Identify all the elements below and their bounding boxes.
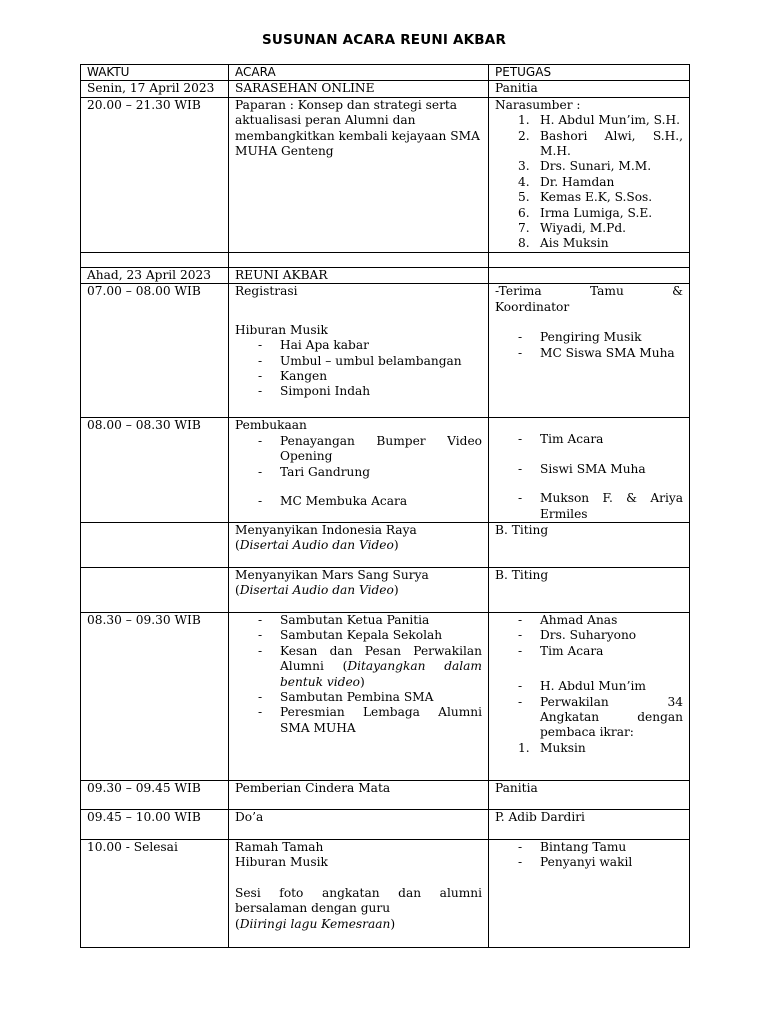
r6-officer: Panitia	[489, 780, 690, 809]
r4-activity-cell: Menyanyikan Mars Sang Surya (Disertai Audio dan Video)	[229, 567, 489, 612]
table-row	[81, 522, 690, 567]
list-item: - Kangen	[235, 369, 482, 384]
photo-session: Sesi foto angkatan dan alumni bersalaman dengan guru	[235, 885, 482, 916]
list-item: - MC Siswa SMA Muha	[495, 346, 683, 361]
list-item: - Tim Acara	[495, 432, 683, 447]
list-item: - Penayangan Bumper Video Opening	[235, 434, 482, 465]
officer-list	[495, 840, 683, 871]
r8-officer-cell	[489, 839, 690, 947]
list-item: 1. H. Abdul Mun’im, S.H.	[518, 113, 680, 128]
speakers-list	[495, 113, 683, 252]
r1-activity-cell	[229, 284, 489, 418]
list-item: 8. Ais Muksin	[518, 236, 609, 251]
list-item: - Sambutan Ketua Panitia	[235, 613, 482, 628]
r5-officer-cell	[489, 612, 690, 780]
list-item: - Drs. Suharyono	[495, 628, 683, 643]
table-row	[81, 284, 690, 418]
table-row	[81, 612, 690, 780]
list-item: - Pengiring Musik	[495, 330, 683, 345]
r8-time: 10.00 - Selesai	[81, 839, 229, 947]
list-item: - H. Abdul Mun’im	[495, 679, 683, 694]
table-header-row	[81, 65, 690, 81]
r7-activity: Do’a	[229, 809, 489, 839]
speech-list	[235, 613, 482, 736]
list-item: - Tim Acara	[495, 644, 683, 659]
r8-activity-cell: Ramah Tamah Hiburan Musik Sesi foto angkatan dan alumni bersalaman dengan guru (Diiringi lagu Kemesraan)	[229, 839, 489, 947]
r1-officer-cell: -Terima Tamu & Koordinator - Pengiring Musik - MC Siswa SMA Muha	[489, 284, 690, 418]
r6-time: 09.30 – 09.45 WIB	[81, 780, 229, 809]
reader-list	[495, 741, 683, 756]
day1-activity: Paparan : Konsep dan strategi serta aktualisasi peran Alumni dan membangkitkan kembali kejayaan SMA MUHA Genteng	[229, 97, 489, 252]
list-item: 7. Wiyadi, M.Pd.	[518, 221, 627, 236]
list-item: - Kesan dan Pesan Perwakilan Alumni (Ditayangkan dalam bentuk video)	[235, 644, 482, 690]
opening-label: Pembukaan	[235, 418, 307, 433]
list-item: 6. Irma Lumiga, S.E.	[518, 205, 653, 220]
day1-heading-row	[81, 81, 690, 97]
list-item: 3. Drs. Sunari, M.M.	[518, 159, 652, 174]
r4-officer: B. Titing	[489, 567, 690, 612]
day1-date: Senin, 17 April 2023	[81, 81, 229, 97]
officer-list	[495, 613, 683, 741]
officer-list	[495, 432, 683, 522]
day1-speakers-cell	[489, 97, 690, 252]
list-item: - Siswi SMA Muha	[495, 462, 683, 477]
song-list	[235, 338, 482, 400]
list-item: 1. Muksin	[518, 740, 586, 755]
list-item: - Bintang Tamu	[495, 840, 683, 855]
day2-heading-row	[81, 267, 690, 283]
list-item: 2. Bashori Alwi, S.H., M.H.	[518, 128, 683, 159]
day2-date: Ahad, 23 April 2023	[81, 267, 229, 283]
list-item: - Tari Gandrung	[235, 465, 482, 480]
r3-officer: B. Titing	[489, 522, 690, 567]
header-waktu: WAKTU	[81, 65, 229, 81]
list-item: - Sambutan Pembina SMA	[235, 690, 482, 705]
day1-session-row	[81, 97, 690, 252]
music-label: Hiburan Musik	[235, 322, 328, 337]
header-acara: ACARA	[229, 65, 489, 81]
r5-activity-cell	[229, 612, 489, 780]
r2-time: 08.00 – 08.30 WIB	[81, 418, 229, 523]
day1-time: 20.00 – 21.30 WIB	[81, 97, 229, 252]
r5-time: 08.30 – 09.30 WIB	[81, 612, 229, 780]
table-row	[81, 418, 690, 523]
list-item: 5. Kemas E.K, S.Sos.	[518, 190, 653, 205]
schedule-table	[80, 64, 690, 948]
r6-activity: Pemberian Cindera Mata	[229, 780, 489, 809]
list-item: - Peresmian Lembaga Alumni SMA MUHA	[235, 705, 482, 736]
r3-activity-cell: Menyanyikan Indonesia Raya (Disertai Audio dan Video)	[229, 522, 489, 567]
list-item: - Perwakilan 34 Angkatan dengan pembaca ikrar:	[495, 695, 683, 741]
list-item: - MC Membuka Acara	[235, 494, 482, 509]
list-item: - Mukson F. & Ariya Ermiles	[495, 491, 683, 522]
list-item: - Ahmad Anas	[495, 613, 683, 628]
table-row	[81, 839, 690, 947]
registration-label: Registrasi	[235, 284, 298, 299]
spacer-row	[81, 252, 690, 267]
list-item: 4. Dr. Hamdan	[518, 174, 615, 189]
speakers-label: Narasumber :	[495, 97, 581, 112]
header-petugas: PETUGAS	[489, 65, 690, 81]
reception-officer: -Terima Tamu &	[495, 284, 683, 299]
list-item: - Simponi Indah	[235, 384, 482, 399]
table-row	[81, 567, 690, 612]
day2-event: REUNI AKBAR	[229, 267, 489, 283]
day1-event: SARASEHAN ONLINE	[229, 81, 489, 97]
table-row	[81, 809, 690, 839]
r1-time: 07.00 – 08.00 WIB	[81, 284, 229, 418]
r2-officer-cell	[489, 418, 690, 523]
list-item: - Hai Apa kabar	[235, 338, 482, 353]
r7-officer: P. Adib Dardiri	[489, 809, 690, 839]
day1-officer: Panitia	[489, 81, 690, 97]
r7-time: 09.45 – 10.00 WIB	[81, 809, 229, 839]
list-item: - Sambutan Kepala Sekolah	[235, 628, 482, 643]
document-title: SUSUNAN ACARA REUNI AKBAR	[261, 32, 507, 48]
opening-list	[235, 434, 482, 510]
table-row	[81, 780, 690, 809]
list-item: - Penyanyi wakil	[495, 855, 683, 870]
list-item: - Umbul – umbul belambangan	[235, 354, 482, 369]
officer-list	[495, 330, 683, 361]
r2-activity-cell	[229, 418, 489, 523]
